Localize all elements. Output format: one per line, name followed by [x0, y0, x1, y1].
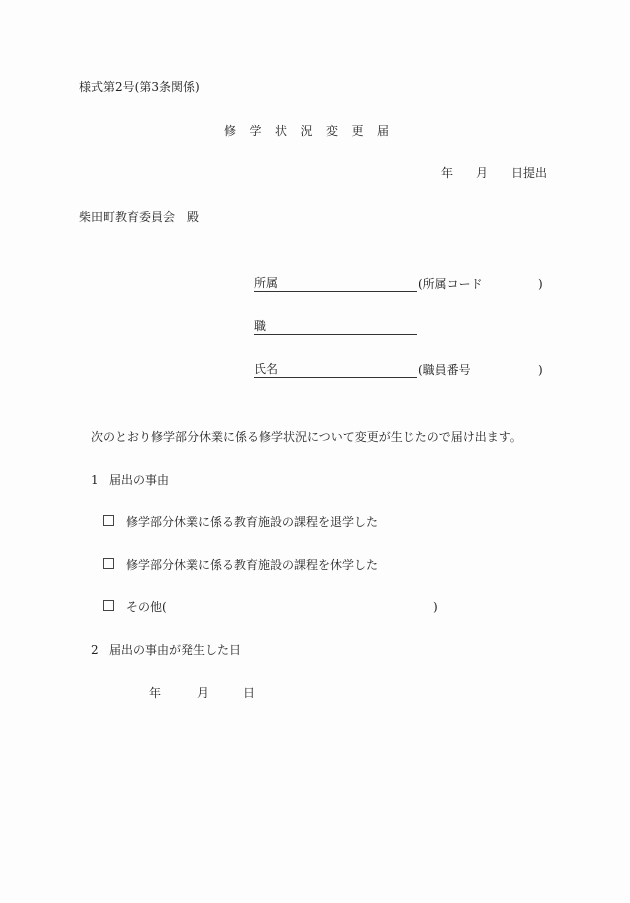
section-2-heading — [91, 642, 241, 658]
reason-option-withdrawal[interactable] — [103, 514, 378, 530]
section-1-title: 届出の事由 — [109, 473, 170, 487]
affiliation-label: 所属 — [254, 276, 279, 290]
position-field[interactable] — [254, 319, 417, 335]
affiliation-code-close: ) — [538, 277, 543, 291]
occurrence-month-label: 月 — [197, 686, 210, 700]
section-2-number: 2 — [91, 643, 99, 657]
reason-option-label: その他( — [126, 600, 167, 614]
checkbox-icon[interactable] — [103, 600, 114, 611]
section-1-number: 1 — [91, 473, 99, 487]
form-number: 様式第2号(第3条関係) — [79, 80, 200, 94]
section-2-title: 届出の事由が発生した日 — [109, 643, 242, 657]
addressee: 柴田町教育委員会 殿 — [79, 210, 200, 224]
affiliation-code-label: (所属コード — [418, 277, 483, 291]
submission-month-label: 月 — [476, 166, 489, 180]
other-reason-close: ) — [433, 600, 438, 614]
submission-day-label: 日提出 — [511, 166, 548, 180]
checkbox-icon[interactable] — [103, 558, 114, 569]
reason-option-leave[interactable] — [103, 557, 378, 573]
occurrence-year-label: 年 — [149, 686, 162, 700]
occurrence-day-label: 日 — [243, 686, 256, 700]
name-label: 氏名 — [254, 362, 279, 376]
position-field-row — [254, 319, 417, 335]
occurrence-date[interactable] — [149, 685, 255, 701]
affiliation-field-row — [254, 276, 543, 292]
submission-year-label: 年 — [441, 166, 454, 180]
affiliation-field[interactable] — [254, 276, 417, 292]
document-title: 修学状況変更届 — [224, 124, 403, 138]
reason-option-label: 修学部分休業に係る教育施設の課程を休学した — [126, 558, 379, 572]
submission-date — [441, 165, 547, 181]
employee-number-close: ) — [538, 363, 543, 377]
position-label: 職 — [254, 319, 267, 333]
name-field[interactable] — [254, 362, 417, 378]
employee-number-label: (職員番号 — [418, 363, 471, 377]
checkbox-icon[interactable] — [103, 515, 114, 526]
name-field-row — [254, 362, 543, 378]
statement-text: 次のとおり修学部分休業に係る修学状況について変更が生じたので届け出ます。 — [91, 430, 522, 444]
reason-option-other[interactable] — [103, 599, 167, 615]
section-1-heading — [91, 472, 169, 488]
reason-option-label: 修学部分休業に係る教育施設の課程を退学した — [126, 515, 379, 529]
